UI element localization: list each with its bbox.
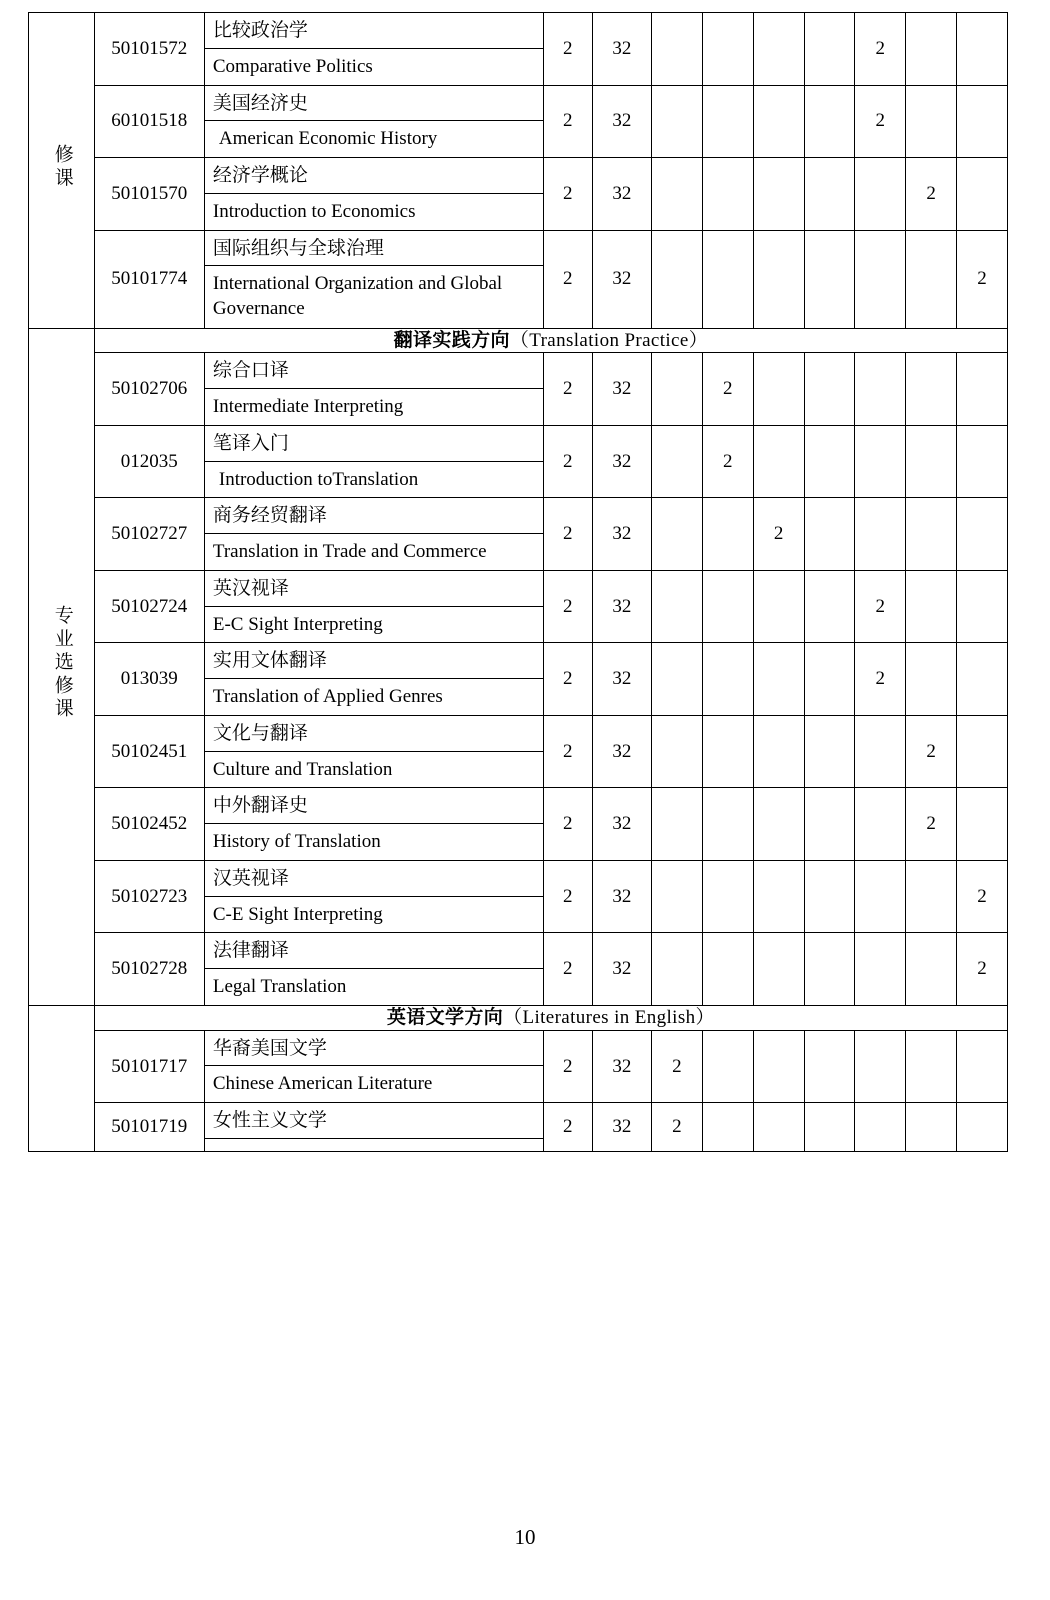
course-credit: 2 (543, 85, 592, 158)
course-name-cn: 商务经贸翻译 (205, 498, 543, 534)
course-name-cn: 笔译入门 (205, 426, 543, 462)
course-name (204, 715, 543, 788)
course-name-en: E-C Sight Interpreting (212, 613, 383, 635)
semester-6: 2 (906, 158, 957, 231)
course-credit: 2 (543, 353, 592, 426)
course-name-cn: 华裔美国文学 (205, 1031, 543, 1067)
course-code: 50101570 (94, 158, 204, 231)
course-name-en (205, 1139, 543, 1151)
semester-7 (957, 498, 1008, 571)
semester-7 (957, 570, 1008, 643)
semester-6 (906, 85, 957, 158)
semester-3 (753, 425, 804, 498)
semester-2 (702, 230, 753, 328)
course-name-cn: 国际组织与全球治理 (205, 231, 543, 267)
section-title-cn: 翻译实践方向 (393, 329, 510, 351)
semester-5 (855, 715, 906, 788)
semester-6 (906, 230, 957, 328)
course-code: 60101518 (94, 85, 204, 158)
semester-4 (804, 715, 855, 788)
section-title-en: Translation Practice (529, 329, 689, 351)
semester-6 (906, 933, 957, 1006)
course-name-cn: 经济学概论 (205, 158, 543, 194)
semester-6 (906, 570, 957, 643)
semester-1 (651, 230, 702, 328)
course-hours: 32 (592, 788, 651, 861)
semester-3 (753, 230, 804, 328)
semester-4 (804, 13, 855, 86)
semester-5 (855, 158, 906, 231)
table-row (29, 498, 1008, 571)
semester-1 (651, 13, 702, 86)
table-row (29, 158, 1008, 231)
course-name (204, 1103, 543, 1152)
semester-7 (957, 353, 1008, 426)
semester-5 (855, 933, 906, 1006)
semester-1 (651, 715, 702, 788)
semester-3 (753, 570, 804, 643)
table-row (29, 570, 1008, 643)
course-code: 50102452 (94, 788, 204, 861)
semester-4 (804, 788, 855, 861)
section-title-cn: 英语文学方向 (386, 1006, 504, 1028)
course-credit: 2 (543, 158, 592, 231)
course-credit: 2 (543, 570, 592, 643)
course-name (204, 933, 543, 1006)
semester-1 (651, 158, 702, 231)
table-row (29, 230, 1008, 328)
semester-7 (957, 85, 1008, 158)
semester-6 (906, 13, 957, 86)
course-credit: 2 (543, 13, 592, 86)
semester-7: 2 (957, 860, 1008, 933)
course-name (204, 788, 543, 861)
semester-4 (804, 498, 855, 571)
course-code: 013039 (94, 643, 204, 716)
course-name-en: Intermediate Interpreting (212, 396, 404, 418)
course-name-en: Translation in Trade and Commerce (212, 541, 487, 563)
semester-1 (651, 933, 702, 1006)
paren-close: ） (688, 329, 709, 351)
paren-open: （ (503, 1006, 523, 1028)
semester-7 (957, 425, 1008, 498)
semester-4 (804, 643, 855, 716)
course-code: 50102724 (94, 570, 204, 643)
semester-1 (651, 425, 702, 498)
course-hours: 32 (592, 643, 651, 716)
course-name-en: Introduction toTranslation (218, 468, 419, 490)
category-cell-elective-continued (29, 1005, 95, 1151)
course-code: 50102706 (94, 353, 204, 426)
semester-3 (753, 85, 804, 158)
semester-6 (906, 1030, 957, 1103)
category-label: 修课 (51, 143, 73, 191)
semester-3 (753, 1103, 804, 1152)
course-hours: 32 (592, 498, 651, 571)
course-code: 50101572 (94, 13, 204, 86)
semester-4 (804, 1103, 855, 1152)
table-row (29, 85, 1008, 158)
semester-1: 2 (651, 1103, 702, 1152)
course-name-cn: 英汉视译 (205, 571, 543, 607)
semester-3 (753, 933, 804, 1006)
semester-1 (651, 498, 702, 571)
course-name-en: International Organization and Global Governance (212, 273, 503, 319)
course-hours: 32 (592, 860, 651, 933)
course-name-cn: 美国经济史 (205, 86, 543, 122)
course-name (204, 158, 543, 231)
course-name-cn: 实用文体翻译 (205, 643, 543, 679)
semester-7 (957, 715, 1008, 788)
course-credit: 2 (543, 1030, 592, 1103)
semester-1 (651, 570, 702, 643)
course-name-cn: 法律翻译 (205, 933, 543, 969)
semester-3 (753, 788, 804, 861)
semester-6: 2 (906, 788, 957, 861)
course-hours: 32 (592, 1030, 651, 1103)
course-name-en: C-E Sight Interpreting (212, 903, 383, 925)
table-row (29, 353, 1008, 426)
section-title-en: Literatures in English (522, 1006, 696, 1028)
semester-2: 2 (702, 425, 753, 498)
semester-4 (804, 425, 855, 498)
table-row-clipped (29, 1103, 1008, 1152)
course-name-en: Introduction to Economics (212, 200, 416, 222)
course-name-en: American Economic History (218, 128, 438, 150)
course-code: 50101717 (94, 1030, 204, 1103)
course-hours: 32 (592, 1103, 651, 1152)
course-hours: 32 (592, 715, 651, 788)
semester-5 (855, 498, 906, 571)
semester-6 (906, 1103, 957, 1152)
semester-6 (906, 643, 957, 716)
curriculum-table (28, 12, 1008, 1152)
course-name (204, 353, 543, 426)
course-name-en: Translation of Applied Genres (212, 686, 443, 708)
course-credit: 2 (543, 860, 592, 933)
semester-5 (855, 353, 906, 426)
semester-3 (753, 715, 804, 788)
table-row (29, 860, 1008, 933)
section-header-literature (94, 1005, 1007, 1030)
semester-1 (651, 85, 702, 158)
semester-5 (855, 1103, 906, 1152)
course-hours: 32 (592, 85, 651, 158)
semester-3 (753, 353, 804, 426)
course-name-cn: 比较政治学 (205, 13, 543, 49)
semester-5: 2 (855, 85, 906, 158)
semester-4 (804, 860, 855, 933)
semester-2 (702, 1103, 753, 1152)
semester-4 (804, 158, 855, 231)
course-name (204, 643, 543, 716)
paren-open: （ (509, 329, 530, 351)
course-hours: 32 (592, 933, 651, 1006)
course-name-cn: 文化与翻译 (205, 716, 543, 752)
semester-4 (804, 933, 855, 1006)
section-header-row (29, 1005, 1008, 1030)
semester-2 (702, 933, 753, 1006)
semester-7: 2 (957, 230, 1008, 328)
course-hours: 32 (592, 353, 651, 426)
course-hours: 32 (592, 570, 651, 643)
course-code: 50102728 (94, 933, 204, 1006)
table-row (29, 13, 1008, 86)
semester-6 (906, 425, 957, 498)
semester-6 (906, 498, 957, 571)
semester-4 (804, 570, 855, 643)
semester-3 (753, 860, 804, 933)
course-name-en: Comparative Politics (212, 55, 373, 77)
course-name-en: Legal Translation (212, 976, 347, 998)
semester-7 (957, 1103, 1008, 1152)
category-label: 专业选修课 (51, 605, 73, 722)
section-header-row (29, 328, 1008, 353)
semester-4 (804, 353, 855, 426)
course-code: 50101774 (94, 230, 204, 328)
course-code: 50101719 (94, 1103, 204, 1152)
semester-3: 2 (753, 498, 804, 571)
course-hours: 32 (592, 425, 651, 498)
semester-7: 2 (957, 933, 1008, 1006)
semester-2 (702, 1030, 753, 1103)
course-credit: 2 (543, 788, 592, 861)
paren-close: ） (695, 1006, 715, 1028)
category-cell-top (29, 13, 95, 329)
course-credit: 2 (543, 230, 592, 328)
course-credit: 2 (543, 425, 592, 498)
course-credit: 2 (543, 1103, 592, 1152)
table-row (29, 425, 1008, 498)
semester-1: 2 (651, 1030, 702, 1103)
semester-2 (702, 85, 753, 158)
course-name (204, 498, 543, 571)
semester-1 (651, 860, 702, 933)
semester-4 (804, 85, 855, 158)
semester-1 (651, 788, 702, 861)
course-name (204, 13, 543, 86)
semester-7 (957, 1030, 1008, 1103)
semester-2 (702, 498, 753, 571)
course-name-cn: 汉英视译 (205, 861, 543, 897)
course-name (204, 85, 543, 158)
course-hours: 32 (592, 230, 651, 328)
course-code: 50102723 (94, 860, 204, 933)
table-row (29, 715, 1008, 788)
course-credit: 2 (543, 498, 592, 571)
course-name-en: History of Translation (212, 831, 381, 853)
course-code: 50102727 (94, 498, 204, 571)
semester-5: 2 (855, 13, 906, 86)
semester-2 (702, 570, 753, 643)
category-cell-elective (29, 328, 95, 1005)
semester-5 (855, 860, 906, 933)
table-row (29, 1030, 1008, 1103)
course-name-cn: 女性主义文学 (205, 1103, 543, 1139)
semester-3 (753, 13, 804, 86)
semester-2 (702, 860, 753, 933)
semester-3 (753, 1030, 804, 1103)
semester-7 (957, 643, 1008, 716)
course-name-cn: 综合口译 (205, 353, 543, 389)
semester-5: 2 (855, 570, 906, 643)
course-hours: 32 (592, 158, 651, 231)
course-credit: 2 (543, 715, 592, 788)
semester-1 (651, 353, 702, 426)
semester-5 (855, 788, 906, 861)
semester-2 (702, 715, 753, 788)
course-name-cn: 中外翻译史 (205, 788, 543, 824)
course-hours: 32 (592, 13, 651, 86)
semester-2 (702, 643, 753, 716)
course-name (204, 570, 543, 643)
course-name-en: Culture and Translation (212, 758, 393, 780)
course-name (204, 860, 543, 933)
course-credit: 2 (543, 933, 592, 1006)
semester-6 (906, 353, 957, 426)
course-name (204, 230, 543, 328)
table-row (29, 788, 1008, 861)
semester-7 (957, 13, 1008, 86)
semester-3 (753, 643, 804, 716)
semester-7 (957, 158, 1008, 231)
course-credit: 2 (543, 643, 592, 716)
semester-3 (753, 158, 804, 231)
semester-1 (651, 643, 702, 716)
course-name (204, 425, 543, 498)
table-row (29, 933, 1008, 1006)
semester-4 (804, 1030, 855, 1103)
section-header-translation (94, 328, 1007, 353)
semester-5 (855, 425, 906, 498)
semester-6: 2 (906, 715, 957, 788)
course-name-en: Chinese American Literature (212, 1073, 433, 1095)
semester-2 (702, 158, 753, 231)
semester-5 (855, 230, 906, 328)
table-row (29, 643, 1008, 716)
semester-7 (957, 788, 1008, 861)
course-code: 50102451 (94, 715, 204, 788)
semester-2 (702, 788, 753, 861)
semester-4 (804, 230, 855, 328)
semester-5: 2 (855, 643, 906, 716)
semester-2: 2 (702, 353, 753, 426)
semester-5 (855, 1030, 906, 1103)
course-code: 012035 (94, 425, 204, 498)
course-name (204, 1030, 543, 1103)
semester-2 (702, 13, 753, 86)
semester-6 (906, 860, 957, 933)
page-number: 10 (514, 1525, 536, 1549)
